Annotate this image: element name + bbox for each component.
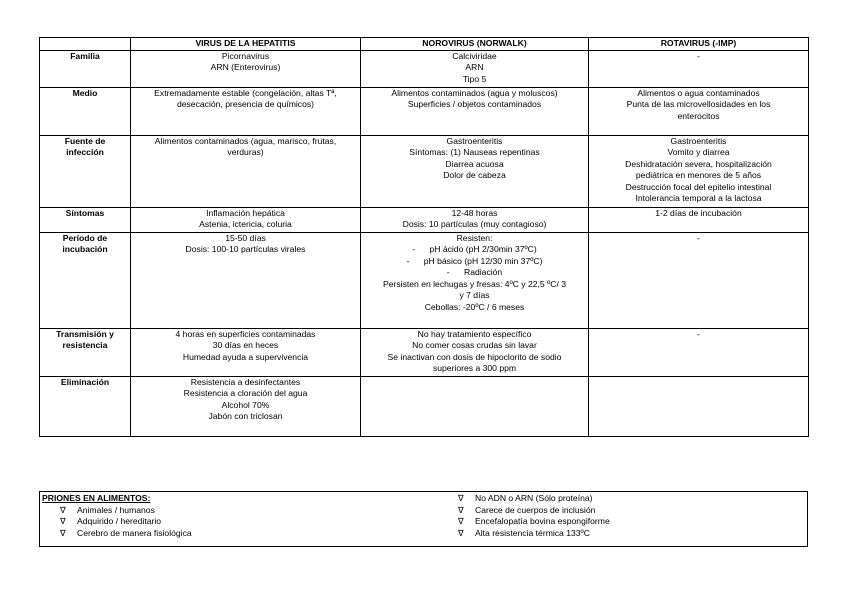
row-label <box>40 328 131 376</box>
cell-line: Destrucción focal del epitelio intestinal <box>625 181 772 192</box>
cell-line: - Radiación <box>446 267 503 277</box>
row-label <box>40 87 131 135</box>
priones-item-text: Adquirido / hereditario <box>77 516 162 527</box>
table-cell <box>589 328 809 376</box>
row-label-line: Eliminación <box>60 376 110 387</box>
priones-item-text: Encefalopatía bovina espongiforme <box>475 516 610 527</box>
cell-line: desecación, presencia de químicos) <box>176 99 315 109</box>
table-cell <box>589 135 809 207</box>
table-cell <box>361 87 589 135</box>
row-label-line: resistencia <box>62 340 108 350</box>
cell-line: Picornavirus <box>221 50 270 61</box>
row-label <box>40 135 131 207</box>
priones-item-text: Cerebro de manera fisiológica <box>77 527 192 538</box>
cell-line: - <box>697 328 700 339</box>
table-row <box>40 135 809 207</box>
priones-item <box>446 505 610 517</box>
cell-line: Dosis: 10 partículas (muy contagioso) <box>402 219 547 229</box>
cell-line: Gastroenteritis <box>670 135 727 146</box>
cell-line: 1-2 días de incubación <box>655 207 742 218</box>
table-cell <box>131 50 361 87</box>
cell-line: Superficies / objetos contaminados <box>407 99 542 109</box>
table-cell <box>131 207 361 232</box>
row-label-line: Fuente de <box>64 135 106 146</box>
table-cell <box>131 376 361 436</box>
cell-line: Tipo 5 <box>462 73 487 84</box>
table-row <box>40 232 809 328</box>
cell-line: Deshidratación severa, hospitalización <box>625 158 772 169</box>
table-row <box>40 87 809 135</box>
table-cell <box>361 328 589 376</box>
header-rotavirus: ROTAVIRUS (-IMP) <box>589 38 809 51</box>
table-row <box>40 376 809 436</box>
priones-item-text: Animales / humanos <box>77 504 155 515</box>
row-label <box>40 207 131 232</box>
table-cell <box>361 376 589 436</box>
cell-line: Diarrea acuosa <box>445 158 504 169</box>
priones-item <box>446 516 610 528</box>
cell-line: Vomito y diarrea <box>667 147 730 157</box>
triangle-bullet-icon: ∇ <box>458 493 464 503</box>
cell-line: - <box>697 50 700 61</box>
virus-comparison-table <box>39 37 809 437</box>
cell-line: 4 horas en superficies contaminadas <box>175 328 316 339</box>
cell-line: Resistencia a desinfectantes <box>190 376 301 387</box>
cell-line: Alcohol 70% <box>221 399 270 410</box>
cell-line: ARN <box>465 62 484 72</box>
priones-box <box>39 491 808 547</box>
cell-line: Intolerancia temporal a la lactosa <box>635 193 762 203</box>
cell-line: - <box>697 232 700 243</box>
table-cell <box>589 376 809 436</box>
row-label-line: Medio <box>72 87 98 98</box>
cell-line: Jabón con triclosan <box>208 411 283 421</box>
table-cell <box>361 50 589 87</box>
header-norovirus: NOROVIRUS (NORWALK) <box>361 38 589 51</box>
table-cell <box>361 207 589 232</box>
cell-line: Se inactivan con dosis de hipoclorito de sodio <box>387 351 562 362</box>
row-label-line: Familia <box>70 50 100 61</box>
table-cell <box>361 135 589 207</box>
row-label-line: Período de <box>62 232 108 243</box>
row-label-line: incubación <box>62 244 108 254</box>
table-cell <box>589 232 809 328</box>
triangle-bullet-icon: ∇ <box>60 516 66 527</box>
cell-line: Persisten en lechugas y fresas: 4ºC y 22,5 ºC/ 3 <box>382 278 567 289</box>
table-cell <box>589 50 809 87</box>
cell-line: Alimentos contaminados (agua, marisco, frutas, <box>154 135 337 146</box>
cell-line: pediátrica en menores de 5 años <box>635 170 762 180</box>
table-cell <box>131 232 361 328</box>
cell-line: superiores a 300 ppm <box>432 363 517 373</box>
priones-item <box>42 528 192 540</box>
cell-line: 30 días en heces <box>212 340 279 350</box>
priones-title: PRIONES EN ALIMENTOS: <box>42 493 151 503</box>
cell-line: Dosis: 100-10 partículas virales <box>185 244 306 254</box>
cell-line: No hay tratamiento específico <box>417 328 532 339</box>
table-cell <box>589 207 809 232</box>
cell-line: enterocitos <box>677 110 720 121</box>
cell-line: Cebollas: -20ºC / 6 meses <box>424 301 525 312</box>
priones-item <box>446 493 610 505</box>
table-row <box>40 207 809 232</box>
row-label <box>40 376 131 436</box>
triangle-bullet-icon: ∇ <box>60 504 66 515</box>
triangle-bullet-icon: ∇ <box>458 527 464 538</box>
cell-line: Astenia, ictericia, coluria <box>199 219 292 229</box>
row-label-line: infección <box>66 147 104 157</box>
cell-line: ARN (Enterovirus) <box>210 62 281 72</box>
cell-line: Dolor de cabeza <box>443 170 506 180</box>
table-cell <box>131 328 361 376</box>
triangle-bullet-icon: ∇ <box>458 504 464 515</box>
cell-line: 12-48 horas <box>451 207 498 218</box>
cell-line: Alimentos o agua contaminados <box>637 87 760 98</box>
table-row <box>40 50 809 87</box>
priones-item <box>42 505 192 517</box>
cell-line: Gastroenteritis <box>446 135 503 146</box>
priones-left-column <box>42 493 192 539</box>
cell-line: Inflamación hepática <box>206 207 285 218</box>
row-label <box>40 232 131 328</box>
header-empty <box>40 38 131 51</box>
cell-line: Alimentos contaminados (agua y moluscos) <box>391 87 558 98</box>
cell-line: Punta de las microvellosidades en los <box>626 99 771 109</box>
table-cell <box>589 87 809 135</box>
priones-item-text: Alta resistencia térmica 133ºC <box>475 527 590 538</box>
row-label <box>40 50 131 87</box>
priones-item-text: Carece de cuerpos de inclusión <box>475 504 596 515</box>
cell-line: Extremadamente estable (congelación, altas Tª, <box>154 87 337 98</box>
cell-line: No comer cosas crudas sin lavar <box>412 340 537 350</box>
table-header-row <box>40 38 809 51</box>
table-cell <box>131 87 361 135</box>
cell-line: Calciviridae <box>452 50 497 61</box>
header-hepatitis: VIRUS DE LA HEPATITIS <box>131 38 361 51</box>
priones-item-text: No ADN o ARN (Sólo proteína) <box>475 493 593 503</box>
priones-item <box>446 528 610 540</box>
row-label-line: Síntomas <box>65 207 105 218</box>
table-cell <box>131 135 361 207</box>
cell-line: Resistencia a cloración del agua <box>183 388 308 398</box>
priones-right-column <box>446 493 610 539</box>
row-label-line: Transmisión y <box>56 328 114 339</box>
cell-line: Humedad ayuda a supervivencia <box>182 351 309 362</box>
table-cell <box>361 232 589 328</box>
triangle-bullet-icon: ∇ <box>60 527 66 538</box>
cell-line: - pH ácido (pH 2/30min 37ºC) <box>412 244 537 254</box>
priones-item <box>42 516 192 528</box>
cell-line: Resisten: <box>456 232 493 243</box>
cell-line: Síntomas: (1) Nauseas repentinas <box>409 147 540 157</box>
cell-line: - pH básico (pH 12/30 min 37ºC) <box>406 255 543 266</box>
triangle-bullet-icon: ∇ <box>458 516 464 527</box>
table-row <box>40 328 809 376</box>
cell-line: 15-50 días <box>225 232 266 243</box>
cell-line: y 7 días <box>459 290 490 300</box>
cell-line: verduras) <box>227 147 264 157</box>
